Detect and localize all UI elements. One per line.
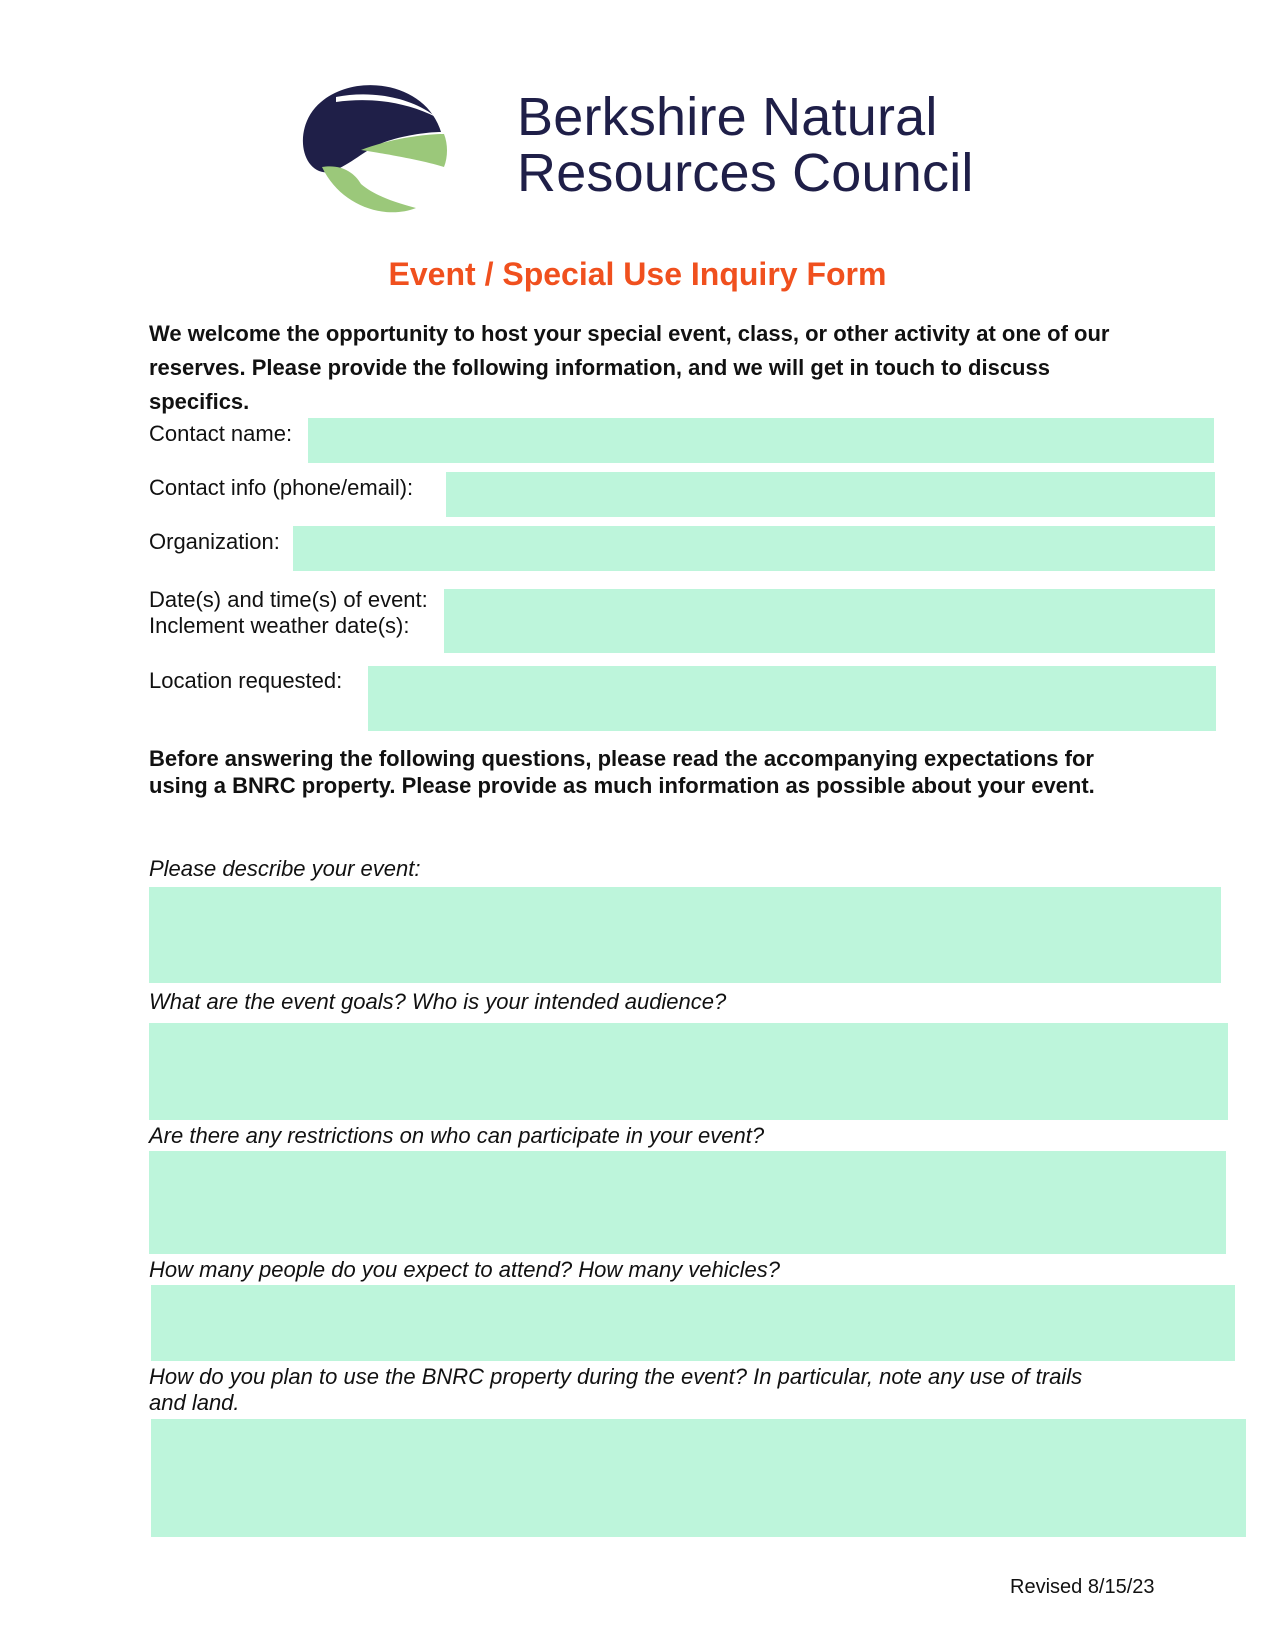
restrictions-field[interactable] [149,1151,1226,1254]
question-label: Are there any restrictions on who can participate in your event? [149,1123,765,1148]
org-name-line-2: Resources Council [517,143,974,203]
question-label: How do you plan to use the BNRC property during the event? In particular, note any use of trails and land. [149,1364,1083,1415]
location-label: Location requested: [149,668,343,693]
event-dates-field[interactable] [444,589,1215,653]
location-field[interactable] [368,666,1216,731]
event-dates-label: Date(s) and time(s) of event: [149,587,428,612]
organization-label: Organization: [149,529,280,554]
revised-date: Revised 8/15/23 [1010,1576,1155,1598]
intro-text: We welcome the opportunity to host your special event, class, or other activity at one of our reserves. Please provide the following information, and we will get in touch to discuss specifics. [149,321,1110,414]
instructions-note: Before answering the following questions, please read the accompanying expectations for using a BNRC property. Please provide as much information as possible about your event. [149,746,1095,798]
contact-name-label: Contact name: [149,421,293,446]
organization-field[interactable] [293,526,1215,571]
question-label: How many people do you expect to attend? How many vehicles? [149,1257,781,1282]
describe-event-field[interactable] [149,887,1221,983]
contact-info-field[interactable] [446,472,1215,517]
attendance-field[interactable] [151,1285,1235,1361]
contact-name-field[interactable] [308,418,1214,463]
event-goals-field[interactable] [149,1023,1228,1120]
logo-green-shape-lower [322,166,416,212]
contact-info-label: Contact info (phone/email): [149,475,414,500]
weather-dates-label: Inclement weather date(s): [149,613,410,638]
question-label: Please describe your event: [149,856,421,881]
bnrc-logo-icon [296,72,464,220]
question-label: What are the event goals? Who is your intended audience? [149,989,727,1014]
org-name-line-1: Berkshire Natural [517,87,938,147]
form-title: Event / Special Use Inquiry Form [388,256,887,292]
property-use-field[interactable] [151,1419,1246,1537]
